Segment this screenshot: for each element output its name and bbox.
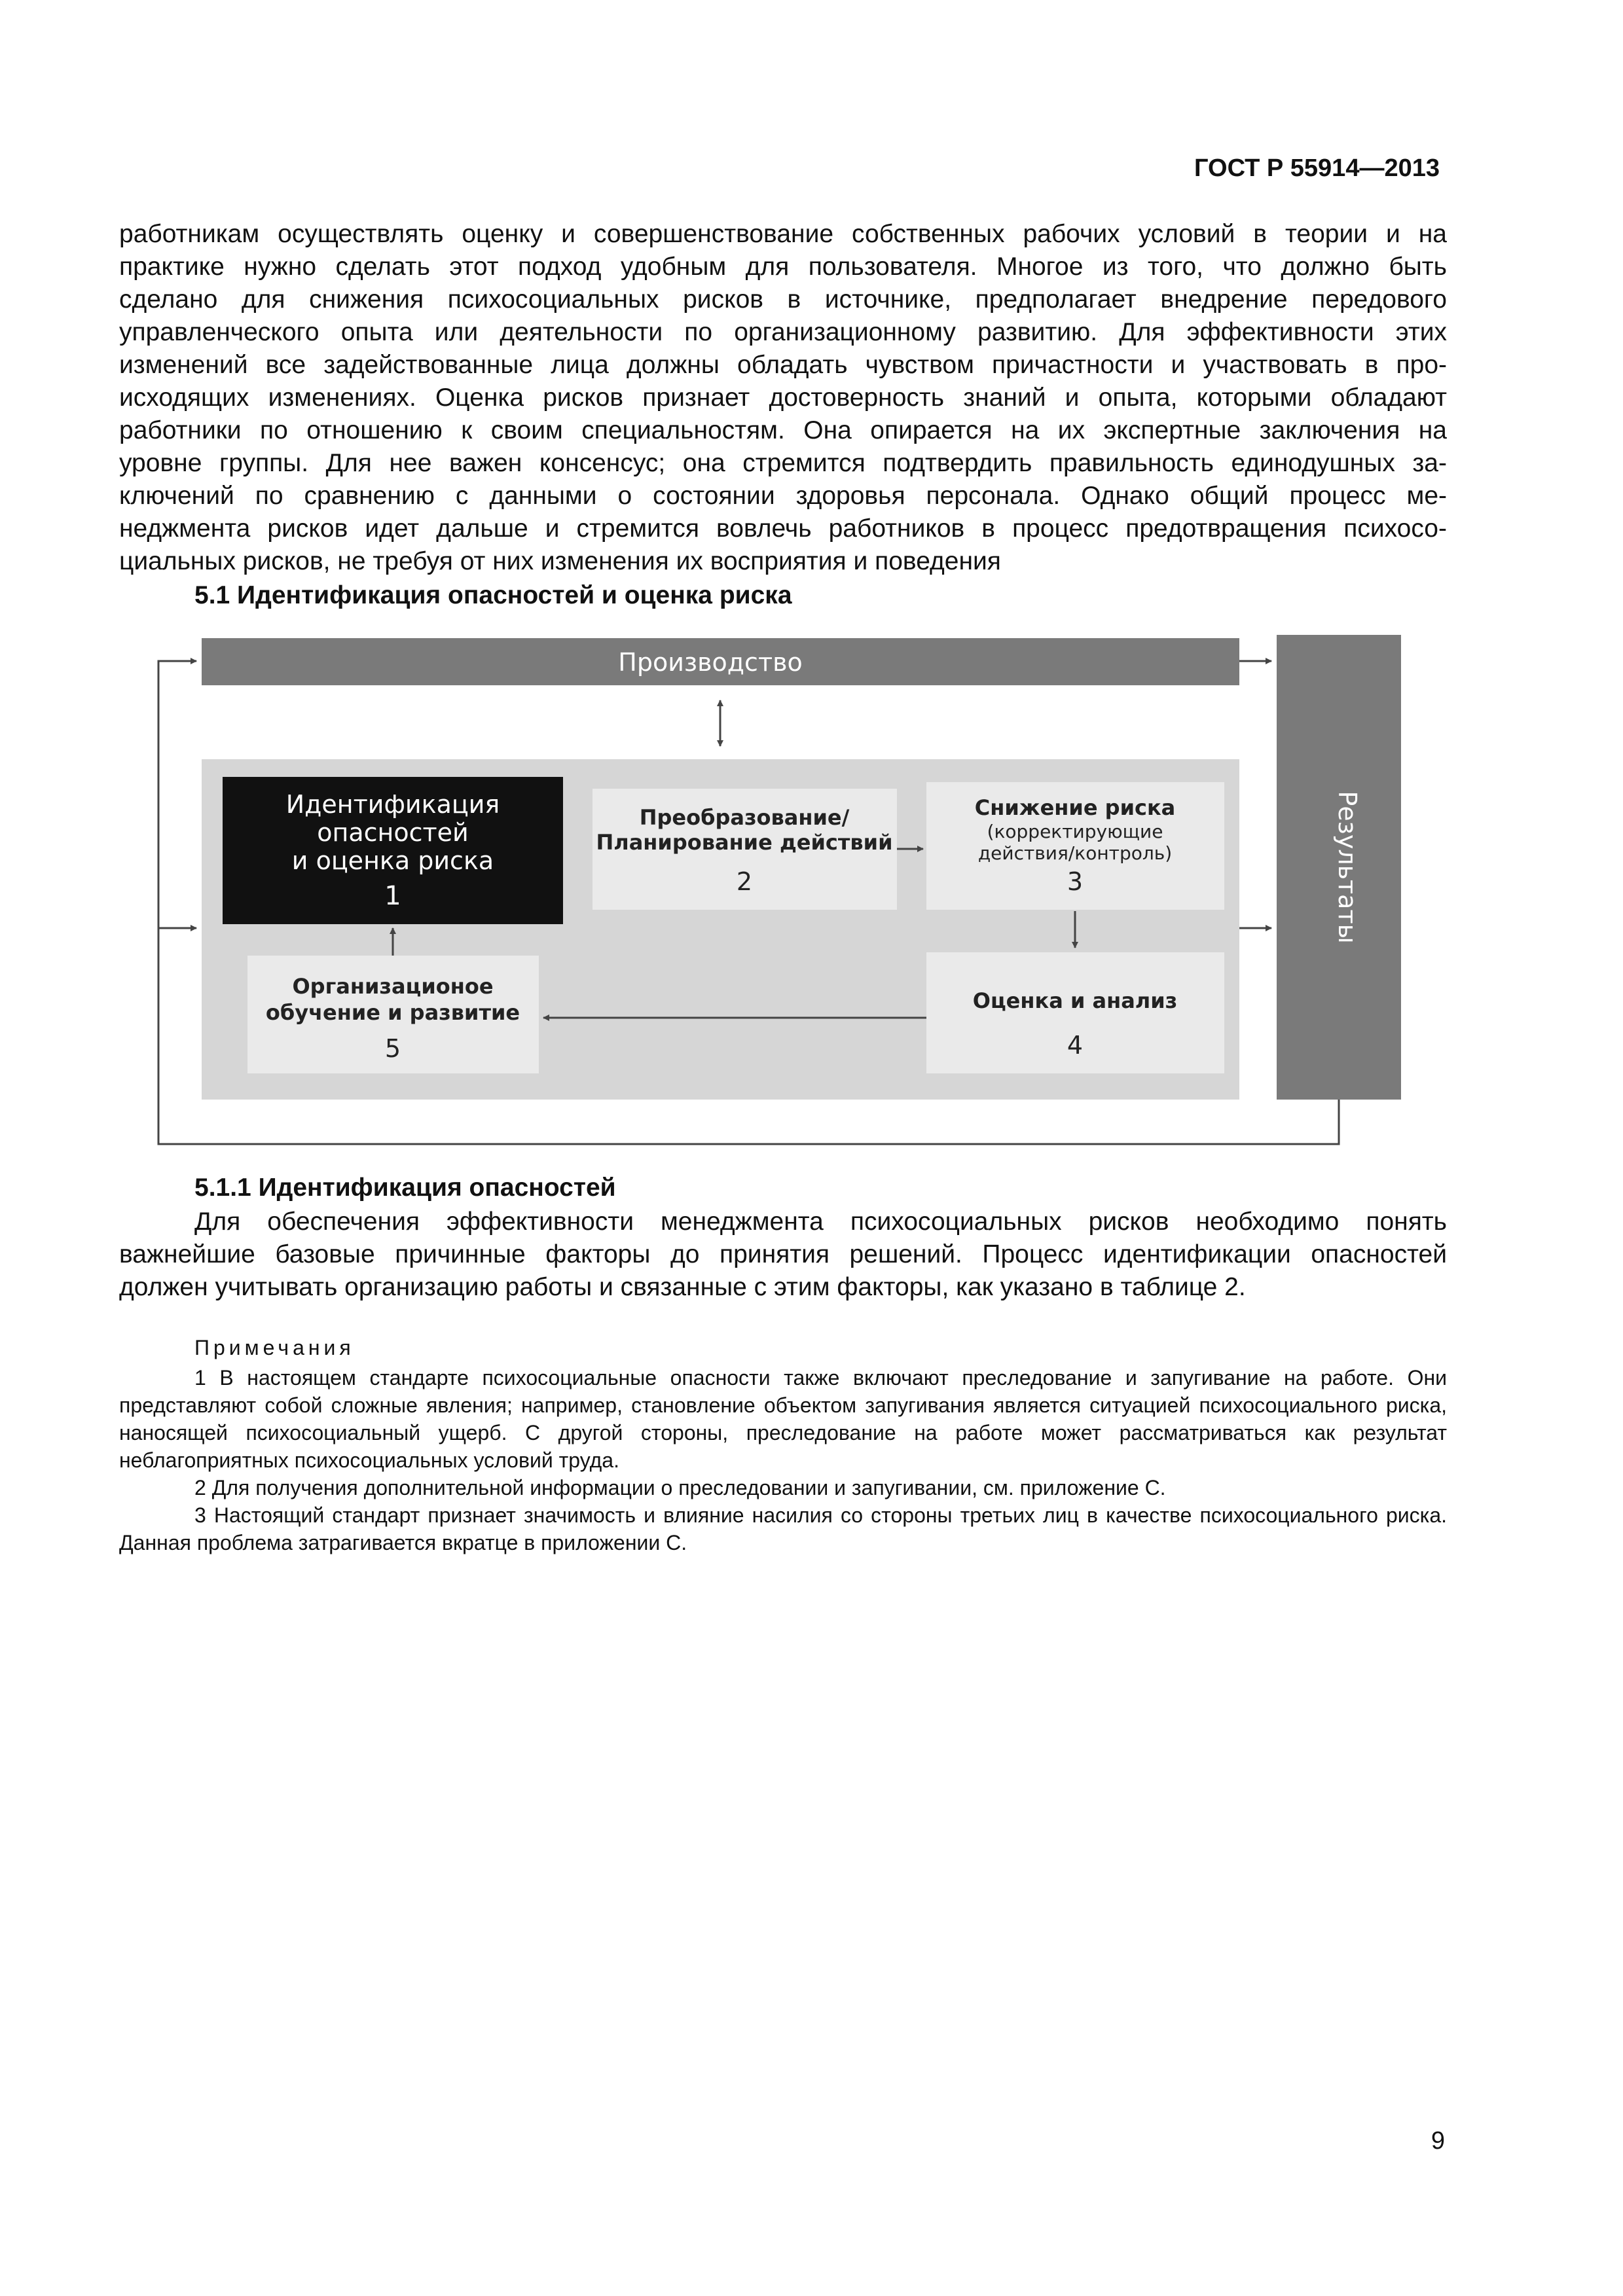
text-line: работники по отношению к своим специальностям. Она опирается на их экспертные заключения на	[119, 416, 1447, 444]
box-3-number: 3	[1067, 867, 1084, 896]
text-line: важнейшие базовые причинные факторы до принятия решений. Процесс идентификации опасностей	[119, 1240, 1447, 1268]
notes-title: Примечания	[194, 1336, 355, 1359]
note-item: 3 Настоящий стандарт признает значимость и влияние насилия со стороны третьих лиц в качестве психосоциального риска. Данная проблема затрагивается вкратце в приложении С.	[119, 1503, 1447, 1554]
subsection-heading: 5.1.1 Идентификация опасностей	[194, 1174, 616, 1202]
box-1-line: и оценка риска	[291, 846, 494, 875]
section-heading: 5.1 Идентификация опасностей и оценка риска	[194, 581, 792, 609]
text-line: должен учитывать организацию работы и связанные с этим факторы, как указано в таблице 2.	[119, 1273, 1246, 1301]
box-2-line: Преобразование/	[639, 805, 850, 830]
text-line: циальных рисков, не требуя от них изменения их восприятия и поведения	[119, 547, 1001, 575]
text-line: уровне группы. Для нее важен консенсус; она стремится подтвердить правильность единодушных за-	[119, 449, 1447, 477]
production-label: Производство	[618, 648, 803, 677]
note-item: 2 Для получения дополнительной информации о преследовании и запугивании, см. приложение С.	[194, 1476, 1166, 1499]
box-3-line: Снижение риска	[974, 795, 1176, 820]
text-line: управленческого опыта или деятельности по организационному развитию. Для эффективности этих	[119, 318, 1447, 346]
text-line: сделано для снижения психосоциальных рисков в источнике, предполагает внедрение передового	[119, 285, 1447, 314]
text-line: исходящих изменениях. Оценка рисков признает достоверность знаний и опыта, которыми обладают	[119, 384, 1447, 412]
text-line: неджмента рисков идет дальше и стремится вовлечь работников в процесс предотвращения психосо-	[119, 514, 1447, 543]
intro-paragraph	[119, 218, 1447, 578]
text-line: изменений все задействованные лица должны обладать чувством причастности и участвовать в про-	[119, 351, 1447, 379]
box-3-line: действия/контроль)	[977, 842, 1173, 864]
box-1-number: 1	[384, 881, 401, 911]
box-1-line: Идентификация	[285, 790, 500, 819]
text-line: работникам осуществлять оценку и совершенствование собственных рабочих условий в теории и на	[119, 220, 1447, 248]
box-3-line: (корректирующие	[987, 821, 1163, 842]
box-4-line: Оценка и анализ	[972, 988, 1178, 1013]
document-header: ГОСТ Р 55914—2013	[1194, 154, 1440, 182]
note-item: 1 В настоящем стандарте психосоциальные опасности также включают преследование и запугивание на работе. Они представляют собой сложные явления; например, становление объектом запугивания является ситуацией психосоциального риска, наносящей психосоциальный ущерб. С другой стороны, преследование на работе может рассматриваться как результат неблагоприятных психосоциальных условий труда.	[119, 1366, 1447, 1472]
risk-process-diagram	[151, 628, 1414, 1152]
subsection-paragraph	[119, 1206, 1447, 1304]
box-5-line: обучение и развитие	[265, 1000, 520, 1025]
notes-block	[119, 1334, 1447, 1556]
box-1-line: опасностей	[317, 818, 469, 847]
results-label: Результаты	[1333, 791, 1362, 944]
text-line: Для обеспечения эффективности менеджмента психосоциальных рисков необходимо понять	[194, 1208, 1447, 1236]
box-5-line: Организационое	[292, 974, 494, 999]
text-line: практике нужно сделать этот подход удобным для пользователя. Многое из того, что должно быть	[119, 253, 1447, 281]
page-number: 9	[1431, 2127, 1445, 2155]
box-2-number: 2	[736, 867, 753, 896]
text-line: ключений по сравнению с данными о состоянии здоровья персонала. Однако общий процесс ме-	[119, 482, 1447, 510]
box-2-line: Планирование действий	[596, 830, 893, 855]
box-5-number: 5	[384, 1034, 401, 1063]
box-4-number: 4	[1067, 1031, 1084, 1060]
